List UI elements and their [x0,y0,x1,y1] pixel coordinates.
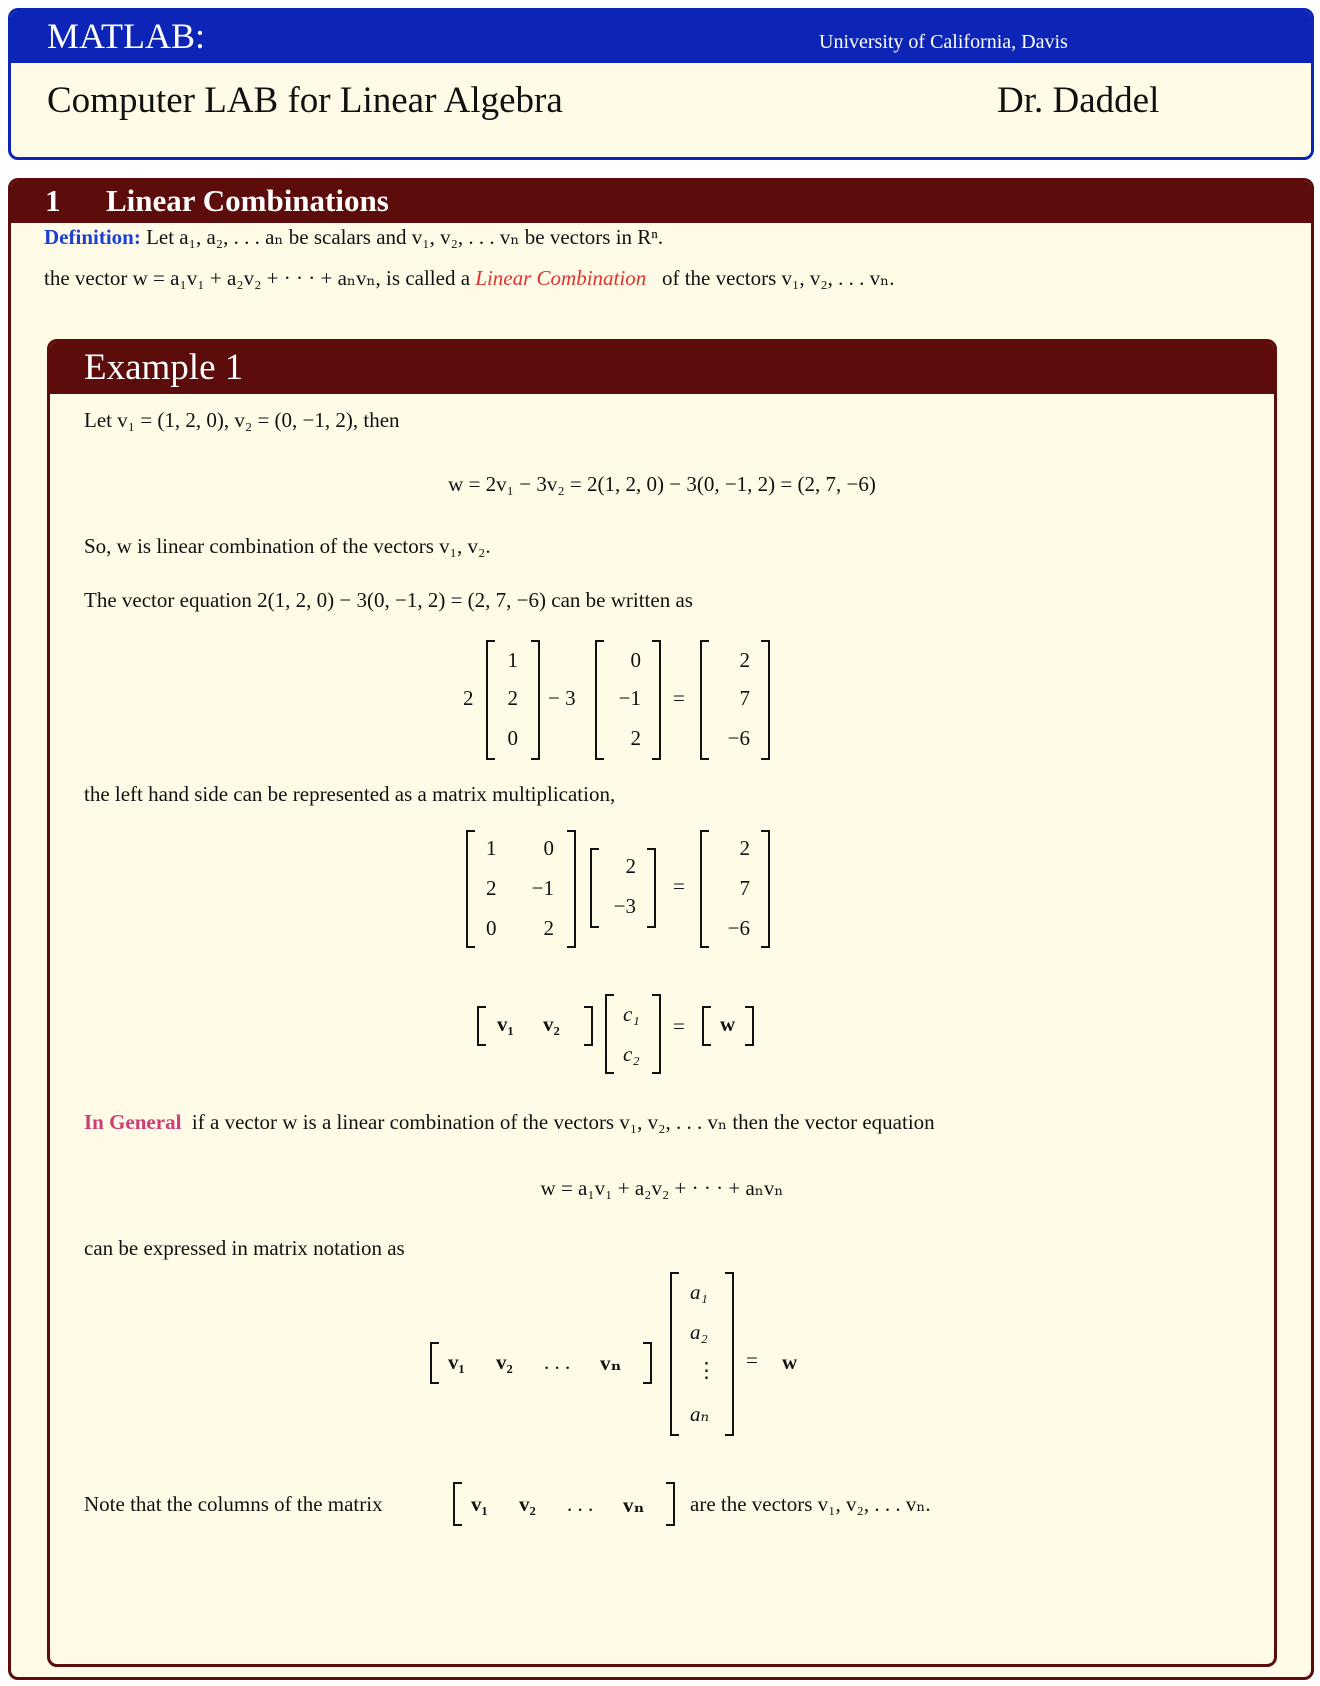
right-bracket [567,830,576,948]
matrix-cell: 2 [486,876,497,900]
general-label: In General [84,1110,182,1134]
matrix-cell: 7 [739,876,750,900]
right-bracket [761,830,770,948]
matrix-column-label: v₂ [496,1350,513,1374]
matrix-eq4-rhs: w [782,1350,798,1374]
right-bracket [652,994,661,1074]
left-bracket [453,1482,462,1526]
left-bracket [590,848,599,928]
section-box [8,178,1314,1680]
matrix-eq1-coef-1: 2 [463,686,474,710]
matrix-eq2-matrix [466,830,576,948]
matrix-eq1-rhs [700,640,770,760]
section-number: 1 [45,183,61,218]
left-bracket [700,640,709,760]
left-bracket [702,1006,711,1046]
right-bracket [652,640,661,760]
definition-label: Definition: [44,225,141,249]
matrix-eq2-rhs [700,830,770,948]
matrix-cell: c₂ [623,1042,640,1066]
matrix-cell: 1 [507,648,518,672]
matrix-cell: 2 [739,648,750,672]
header-university: University of California, Davis [819,31,1068,53]
matrix-cell: 2 [739,836,750,860]
matrix-eq1-minus-coef-2: − 3 [548,686,576,710]
vector-equation-text: The vector equation 2(1, 2, 0) − 3(0, −1, 2) = (2, 7, −6) can be written as [84,588,693,612]
matrix-cell: −1 [618,686,641,710]
matrix-cell: aₙ [690,1402,710,1426]
linear-combination-term: Linear Combination [475,266,647,290]
general-text: if a vector w is a linear combination of the vectors v₁, v₂, . . . vₙ then the vector equation [191,1110,935,1134]
matrix-cell: 1 [486,836,497,860]
note-suffix: are the vectors v₁, v₂, . . . vₙ. [690,1492,931,1516]
matrix-cell: w [720,1012,736,1036]
general-equation: w = a₁v₁ + a₂v₂ + · · · + aₙvₙ [540,1176,784,1200]
right-bracket [666,1482,675,1526]
section-title: Linear Combinations [106,183,389,218]
matrix-column-label: v₂ [543,1012,560,1036]
matrix-cell: 2 [507,686,518,710]
left-bracket [477,1006,486,1046]
matrix-cell: a₂ [690,1320,708,1344]
matrix-cell: 0 [486,916,497,940]
left-bracket [670,1272,679,1436]
note-prefix: Note that the columns of the matrix [84,1492,383,1516]
matrix-cell: 7 [739,686,750,710]
example-band [50,342,1274,394]
matrix-column-label: v₂ [519,1492,536,1516]
matrix-cell: 2 [543,916,554,940]
header-box [8,8,1314,160]
example-equation-1: w = 2v₁ − 3v₂ = 2(1, 2, 0) − 3(0, −1, 2) = (2, 7, −6) [448,472,876,496]
matrix-cell: −1 [531,876,554,900]
matrix-cell: 2 [625,854,636,878]
matrix-cell: a₁ [690,1280,708,1304]
right-bracket [647,848,656,928]
right-bracket [745,1006,754,1046]
matrix-cell: 0 [507,726,518,750]
example-conclusion: So, w is linear combination of the vectors v₁, v₂. [84,534,491,558]
left-bracket [595,640,604,760]
matrix-cell: 0 [543,836,554,860]
left-bracket [486,640,495,760]
header-band [11,11,1311,63]
matrix-cell: −6 [727,726,750,750]
matrix-eq3-rhs [702,1006,754,1046]
right-bracket [643,1342,652,1384]
matrix-eq3-columns [477,1006,593,1046]
matrix-eq1-equals: = [673,686,685,710]
example-title: Example 1 [84,347,244,388]
example-intro: Let v₁ = (1, 2, 0), v₂ = (0, −1, 2), then [84,408,400,432]
matrix-eq4-coeffs [670,1272,734,1436]
left-bracket [700,830,709,948]
matrix-eq2-coeffs [590,848,656,928]
matrix-eq3-equals: = [673,1014,685,1038]
definition-line-1 [44,225,663,250]
matrix-eq3-coeffs [605,994,661,1074]
right-bracket [584,1006,593,1046]
matrix-cell: ⋮ [696,1358,717,1382]
matrix-cell: −6 [727,916,750,940]
example-box [47,339,1277,1667]
right-bracket [725,1272,734,1436]
definition-text-2-suffix: of the vectors v₁, v₂, . . . vₙ. [661,266,895,290]
general-line [84,1110,935,1135]
matrix-cell: c₁ [623,1002,640,1026]
matrix-column-label: vₙ [623,1493,645,1517]
right-bracket [531,640,540,760]
definition-text-2-prefix: the vector w = a₁v₁ + a₂v₂ + · · · + aₙvₙ, is called a [44,266,471,290]
matrix-column-label: . . . [544,1350,571,1374]
matrix-cell: 2 [630,726,641,750]
definition-line-2 [44,266,895,291]
matrix-column-label: v₁ [471,1492,488,1516]
header-subtitle: Computer LAB for Linear Algebra [47,80,563,121]
matrix-column-label: v₁ [448,1350,465,1374]
matrix-cell: 0 [630,648,641,672]
section-band [11,181,1311,223]
matrix-eq4-columns [430,1342,652,1384]
matrix-eq4-equals: = [746,1348,758,1372]
left-bracket [430,1342,439,1384]
matrix-cell: −3 [613,894,636,918]
matrix-column-label: . . . [567,1492,594,1516]
header-author: Dr. Daddel [997,80,1160,121]
definition-text-1: Let a₁, a₂, . . . aₙ be scalars and v₁, v₂, . . . vₙ be vectors in Rⁿ. [146,225,664,249]
matrix-column-label: vₙ [600,1351,622,1375]
header-title: MATLAB: [47,16,206,56]
lhs-matrix-text: the left hand side can be represented as a matrix multiplication, [84,782,616,806]
left-bracket [605,994,614,1074]
matrix-eq1-vector-2 [595,640,661,760]
left-bracket [466,830,475,948]
matrix-notation-text: can be expressed in matrix notation as [84,1236,405,1260]
matrix-column-label: v₁ [497,1012,514,1036]
right-bracket [761,640,770,760]
matrix-eq2-equals: = [673,874,685,898]
note-matrix [453,1482,675,1526]
matrix-eq1-vector-1 [486,640,540,760]
